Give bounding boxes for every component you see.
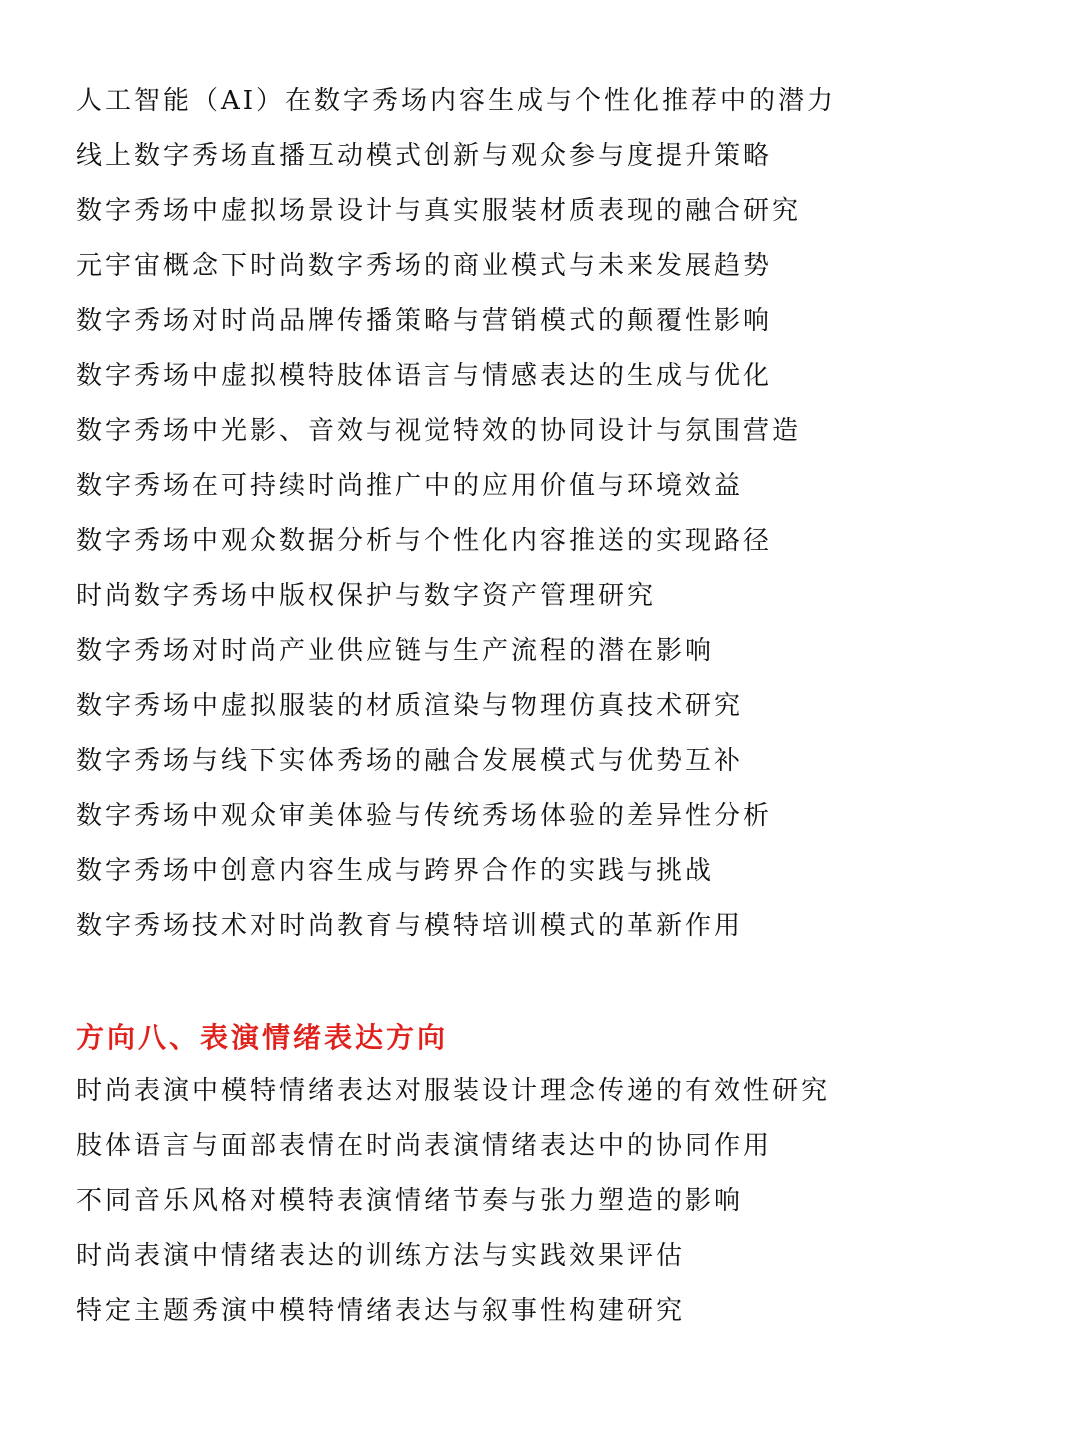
list-item: 时尚表演中情绪表达的训练方法与实践效果评估 <box>76 1241 686 1271</box>
topic-list-emotion-expression <box>76 1064 830 1339</box>
section-heading: 方向八、表演情绪表达方向 <box>76 1021 449 1054</box>
list-item: 人工智能（AI）在数字秀场内容生成与个性化推荐中的潜力 <box>76 86 837 116</box>
list-item: 元宇宙概念下时尚数字秀场的商业模式与未来发展趋势 <box>76 251 773 281</box>
list-item: 数字秀场中观众数据分析与个性化内容推送的实现路径 <box>76 526 773 556</box>
list-item: 数字秀场技术对时尚教育与模特培训模式的革新作用 <box>76 911 744 941</box>
list-item: 特定主题秀演中模特情绪表达与叙事性构建研究 <box>76 1296 686 1326</box>
list-item: 线上数字秀场直播互动模式创新与观众参与度提升策略 <box>76 141 773 171</box>
list-item: 数字秀场对时尚产业供应链与生产流程的潜在影响 <box>76 636 715 666</box>
list-item: 不同音乐风格对模特表演情绪节奏与张力塑造的影响 <box>76 1186 744 1216</box>
list-item: 肢体语言与面部表情在时尚表演情绪表达中的协同作用 <box>76 1131 773 1161</box>
list-item: 数字秀场中观众审美体验与传统秀场体验的差异性分析 <box>76 801 773 831</box>
list-item: 数字秀场中虚拟服装的材质渲染与物理仿真技术研究 <box>76 691 744 721</box>
list-item: 时尚表演中模特情绪表达对服装设计理念传递的有效性研究 <box>76 1076 831 1106</box>
list-item: 数字秀场中创意内容生成与跨界合作的实践与挑战 <box>76 856 715 886</box>
list-item: 数字秀场中虚拟场景设计与真实服装材质表现的融合研究 <box>76 196 802 226</box>
list-item: 时尚数字秀场中版权保护与数字资产管理研究 <box>76 581 657 611</box>
list-item: 数字秀场中光影、音效与视觉特效的协同设计与氛围营造 <box>76 416 802 446</box>
list-item: 数字秀场中虚拟模特肢体语言与情感表达的生成与优化 <box>76 361 773 391</box>
list-item: 数字秀场在可持续时尚推广中的应用价值与环境效益 <box>76 471 744 501</box>
list-item: 数字秀场与线下实体秀场的融合发展模式与优势互补 <box>76 746 744 776</box>
topic-list-digital-runway <box>76 74 836 954</box>
list-item: 数字秀场对时尚品牌传播策略与营销模式的颠覆性影响 <box>76 306 773 336</box>
